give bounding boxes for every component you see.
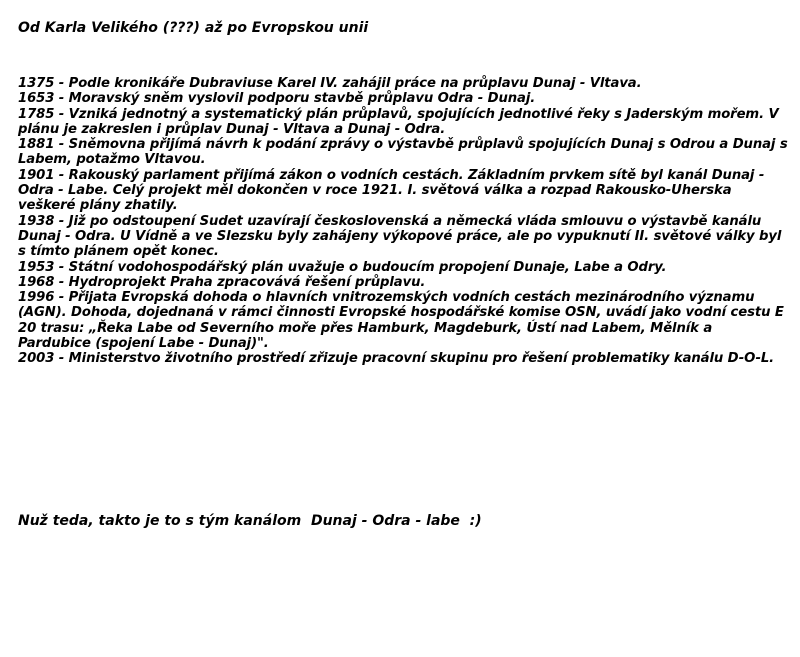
closing-remark: Nuž teda, takto je to s tým kanálom Dunaj - Odra - labe :) xyxy=(18,513,482,529)
page-title: Od Karla Velikého (???) až po Evropskou unii xyxy=(18,20,369,36)
timeline-entry-1653: 1653 - Moravský sněm vyslovil podporu stavbě průplavu Odra - Dunaj. xyxy=(18,91,536,107)
timeline-entry-1968: 1968 - Hydroprojekt Praha zpracovává řešení průplavu. xyxy=(18,274,426,290)
timeline-entry-1375: 1375 - Podle kronikáře Dubraviuse Karel IV. zahájil práce na průplavu Dunaj - Vltava. xyxy=(18,76,642,91)
timeline-entry-1938: 1938 - Již po odstoupení Sudet uzavírají československá a německá vláda smlouvu o výstavbě kanálu Dunaj - Odra. U Vídně a ve Slezsku byly zahájeny výkopové práce, ale po vypuknutí II. světové války byl s tímto plánem opět konec. xyxy=(18,213,782,260)
timeline-entry-1901: 1901 - Rakouský parlament přijímá zákon o vodních cestách. Základním prvkem sítě byl kanál Dunaj - Odra - Labe. Celý projekt měl dokončen v roce 1921. I. světová válka a rozpad Rakousko-Uherska veškeré plány zhatily. xyxy=(18,167,765,214)
timeline-entry-1996: 1996 - Přijata Evropská dohoda o hlavních vnitrozemských vodních cestách mezinárodního významu (AGN). Dohoda, dojednaná v rámci činnosti Evropské hospodářské komise OSN, uvádí jako vodní cestu E 20 trasu: „Řeka Labe od Severního moře přes Hamburk, Magdeburk, Ústí nad Labem, Mělník a Pardubice (spojení Labe - Dunaj)". xyxy=(18,290,784,352)
timeline xyxy=(18,76,788,367)
timeline-entry-1785: 1785 - Vzniká jednotný a systematický plán průplavů, spojujících jednotlivé řeky s Jaderským mořem. V plánu je zakreslen i průplav Dunaj - Vltava a Dunaj - Odra. xyxy=(18,106,779,137)
timeline-entry-1881: 1881 - Sněmovna přijímá návrh k podání zprávy o výstavbě průplavů spojujících Dunaj s Odrou a Dunaj s Labem, potažmo Vltavou. xyxy=(18,137,788,168)
timeline-entry-2003: 2003 - Ministerstvo životního prostředí zřizuje pracovní skupinu pro řešení problematiky kanálu D-O-L. xyxy=(18,351,775,367)
timeline-entry-1953: 1953 - Státní vodohospodářský plán uvažuje o budoucím propojení Dunaje, Labe a Odry. xyxy=(18,259,667,275)
